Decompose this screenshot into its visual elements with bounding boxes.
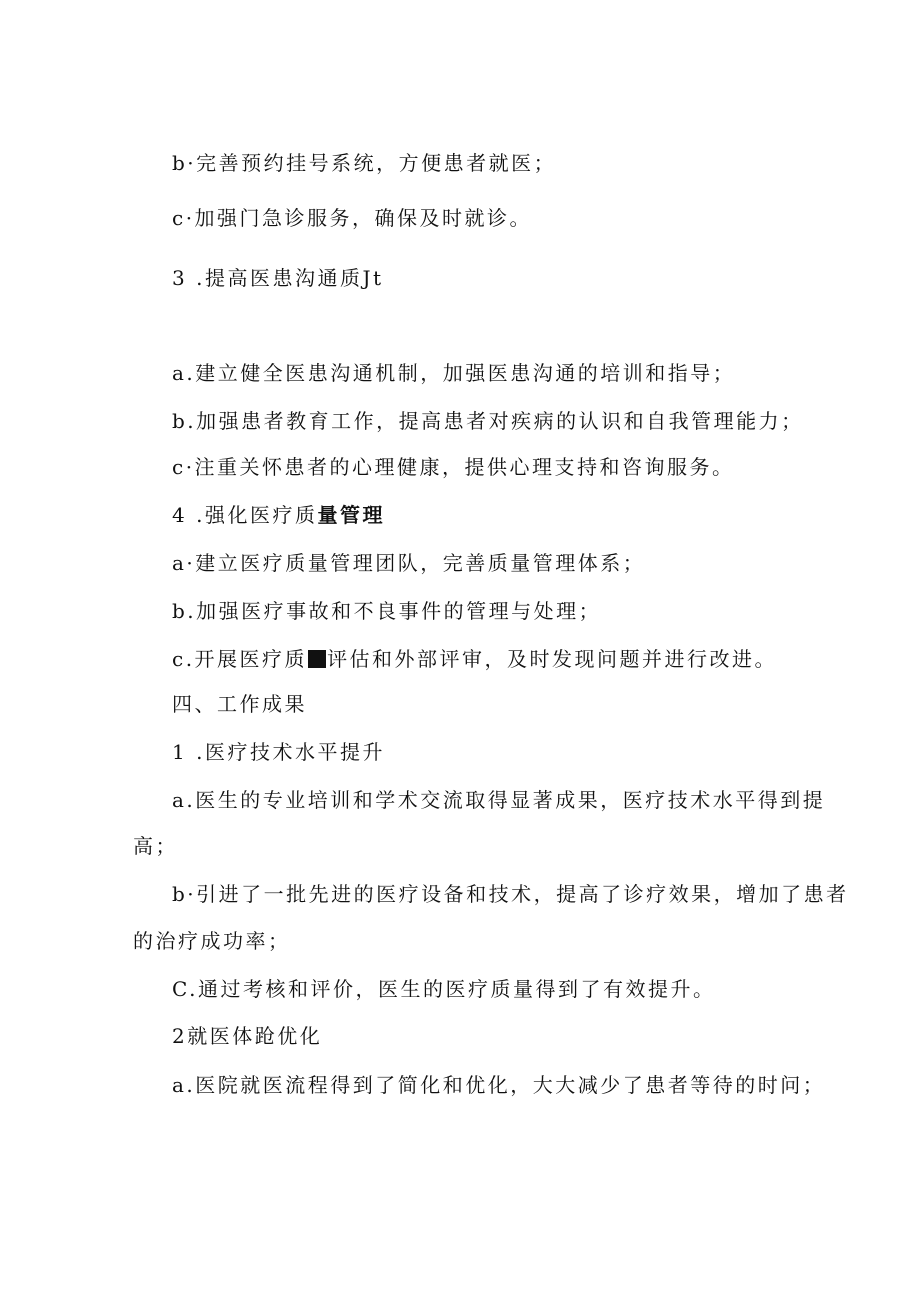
- text-line-b-equipment: b·引进了一批先进的医疗设备和技术，提高了诊疗效果，增加了患者: [172, 882, 849, 906]
- text-line-c-assessment: C.通过考核和评价，医生的医疗质量得到了有效提升。: [172, 977, 716, 1001]
- heading-2-experience: 2就医体跄优化: [172, 1024, 323, 1048]
- heading-4-prefix: 4 .强化医疗质: [172, 503, 318, 527]
- heading-1-technology: 1 .医疗技术水平提升: [172, 740, 385, 764]
- text-line-a-process: a.医院就医流程得到了简化和优化，大大减少了患者等待的时问；: [172, 1073, 826, 1097]
- heading-3-communication: 3 .提高医患沟通质Jt: [172, 266, 384, 290]
- text-line-c-psychology: c·注重关怀患者的心理健康，提供心理支持和咨询服务。: [172, 455, 735, 479]
- section-heading-results: 四、工作成果: [172, 692, 307, 716]
- text-line-b-accidents: b.加强医疗事故和不良事件的管理与处理；: [172, 599, 602, 623]
- text-line-a-quality-team: a·建立医疗质量管理团队，完善质量管理体系；: [172, 551, 646, 575]
- text-line-a-training-cont: 高；: [133, 834, 178, 858]
- text-line-b-education: b.加强患者教育工作，提高患者对疾病的认识和自我管理能力；: [172, 409, 804, 433]
- text-line-b-equipment-cont: 的治疗成功率；: [133, 929, 291, 953]
- text-line-c-after: 评估和外部评审，及时发现问题并进行改进。: [327, 647, 778, 671]
- heading-4-quality: [172, 502, 385, 528]
- text-line-a-communication: a.建立健全医患沟通机制，加强医患沟通的培训和指导；: [172, 361, 736, 385]
- heading-4-bold: 量管理: [317, 503, 385, 527]
- text-line-c-before: c.开展医疗质: [172, 647, 308, 671]
- text-line-c-evaluation: [172, 646, 777, 672]
- text-line-a-training: a.医生的专业培训和学术交流取得显著成果，医疗技术水平得到提: [172, 788, 826, 812]
- text-line-c-emergency: c·加强门急诊服务，确保及时就诊。: [172, 206, 533, 230]
- redacted-block-mark: [308, 650, 326, 668]
- text-line-b-appointment: b·完善预约挂号系统，方便患者就医；: [172, 151, 557, 175]
